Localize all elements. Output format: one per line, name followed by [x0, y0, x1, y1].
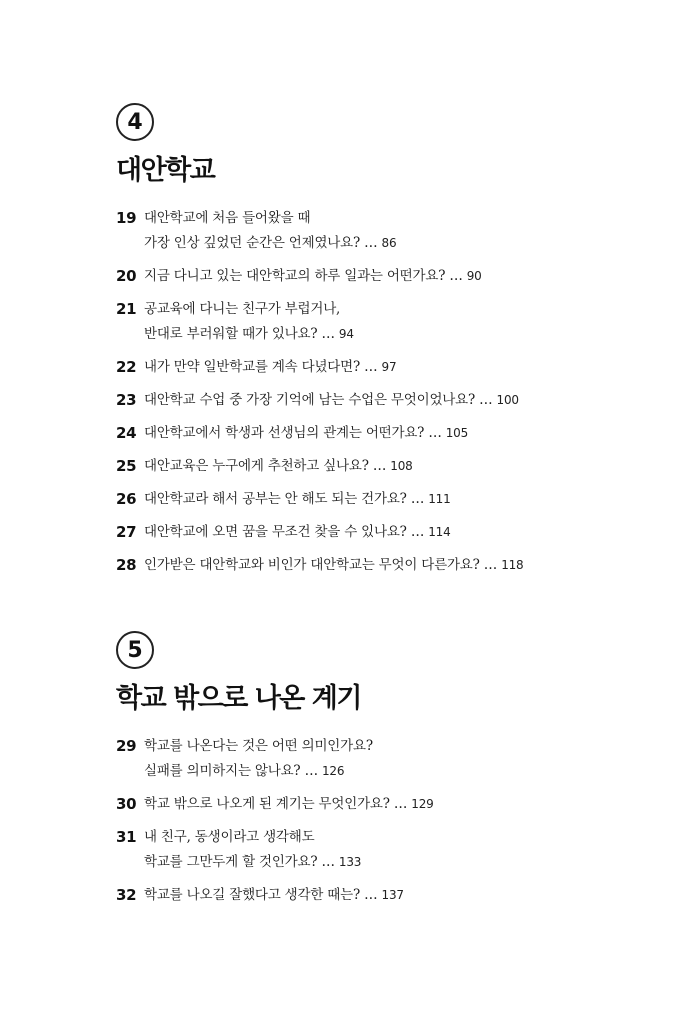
entry-number: 19 — [116, 209, 137, 227]
entry-title: 대안교육은 누구에게 추천하고 싶나요? — [144, 458, 369, 474]
page-number: 133 — [338, 855, 362, 869]
entry-title: 공교육에 다니는 친구가 부럽거나, — [144, 301, 341, 317]
chapter-section — [116, 103, 656, 586]
page-number: 86 — [381, 236, 397, 250]
page-number: 118 — [501, 558, 524, 572]
leader-dots: … — [364, 359, 378, 375]
chapter-number: 4 — [127, 109, 143, 135]
entry-title: 학교를 나오길 잘했다고 생각한 때는? — [144, 887, 361, 903]
entry-number: 30 — [116, 795, 137, 813]
leader-dots: … — [372, 458, 387, 474]
leader-dots: … — [428, 425, 442, 441]
leader-dots: … — [479, 392, 493, 408]
toc-entry[interactable] — [116, 355, 656, 380]
entry-number: 32 — [116, 886, 137, 904]
page-number: 108 — [390, 459, 413, 473]
entry-title: 학교를 그만두게 할 것인가요? — [144, 854, 318, 870]
toc-entry[interactable] — [116, 388, 656, 413]
page-number: 129 — [411, 797, 434, 811]
chapter-number: 5 — [127, 637, 143, 663]
toc-entry[interactable] — [116, 454, 656, 479]
entry-number: 25 — [116, 457, 137, 475]
page-number: 100 — [496, 393, 519, 407]
entry-title: 실패를 의미하지는 않나요? — [144, 763, 301, 779]
leader-dots: … — [449, 268, 463, 284]
page-number: 126 — [321, 764, 345, 778]
entry-number: 31 — [116, 828, 137, 846]
toc-entry[interactable] — [116, 825, 656, 875]
leader-dots: … — [364, 235, 378, 251]
entry-number: 29 — [116, 737, 137, 755]
entry-number: 21 — [116, 300, 137, 318]
toc-entry[interactable] — [116, 520, 656, 545]
entry-title: 대안학교라 해서 공부는 안 해도 되는 건가요? — [144, 491, 407, 507]
entry-title: 대안학교 수업 중 가장 기억에 남는 수업은 무엇이었나요? — [144, 392, 476, 408]
leader-dots: … — [393, 796, 408, 812]
entry-title: 내가 만약 일반학교를 계속 다녔다면? — [144, 359, 361, 375]
toc-entry[interactable] — [116, 883, 656, 908]
toc-entry[interactable] — [116, 421, 656, 446]
chapter-number-badge — [116, 103, 154, 141]
chapter-title: 대안학교 — [116, 155, 215, 186]
entry-title: 대안학교에서 학생과 선생님의 관계는 어떤가요? — [144, 425, 425, 441]
page-number: 97 — [381, 360, 397, 374]
toc-list — [116, 206, 656, 578]
leader-dots: … — [321, 854, 335, 870]
entry-number: 27 — [116, 523, 137, 541]
toc-entry[interactable] — [116, 553, 656, 578]
toc-entry[interactable] — [116, 264, 656, 289]
entry-number: 23 — [116, 391, 137, 409]
page-number: 105 — [445, 426, 469, 440]
toc-entry[interactable] — [116, 297, 656, 347]
entry-title: 학교 밖으로 나오게 된 계기는 무엇인가요? — [144, 796, 390, 812]
page-number: 137 — [381, 888, 404, 902]
entry-title: 가장 인상 깊었던 순간은 언제였나요? — [144, 235, 361, 251]
entry-title: 학교를 나온다는 것은 어떤 의미인가요? — [144, 738, 373, 754]
entry-number: 24 — [116, 424, 137, 442]
leader-dots: … — [321, 326, 335, 342]
page-number: 94 — [338, 327, 354, 341]
entry-number: 26 — [116, 490, 137, 508]
chapter-number-badge — [116, 631, 154, 669]
entry-number: 22 — [116, 358, 137, 376]
entry-title: 반대로 부러워할 때가 있나요? — [144, 326, 318, 342]
page-number: 111 — [428, 492, 451, 506]
page-number: 90 — [466, 269, 482, 283]
toc-entry[interactable] — [116, 206, 656, 256]
entry-title: 인가받은 대안학교와 비인가 대안학교는 무엇이 다른가요? — [144, 557, 480, 573]
leader-dots: … — [483, 557, 498, 573]
entry-title: 대안학교에 오면 꿈을 무조건 찾을 수 있나요? — [144, 524, 407, 540]
leader-dots: … — [364, 887, 378, 903]
toc-entry[interactable] — [116, 487, 656, 512]
chapter-title: 학교 밖으로 나온 계기 — [116, 683, 361, 714]
entry-number: 20 — [116, 267, 137, 285]
chapter-section — [116, 631, 656, 916]
toc-list — [116, 734, 656, 908]
entry-number: 28 — [116, 556, 137, 574]
leader-dots: … — [410, 524, 425, 540]
leader-dots: … — [304, 763, 318, 779]
entry-title: 내 친구, 동생이라고 생각해도 — [144, 829, 315, 845]
entry-title: 대안학교에 처음 들어왔을 때 — [144, 210, 311, 226]
leader-dots: … — [410, 491, 425, 507]
toc-entry[interactable] — [116, 734, 656, 784]
page-number: 114 — [428, 525, 451, 539]
toc-entry[interactable] — [116, 792, 656, 817]
entry-title: 지금 다니고 있는 대안학교의 하루 일과는 어떤가요? — [144, 268, 446, 284]
